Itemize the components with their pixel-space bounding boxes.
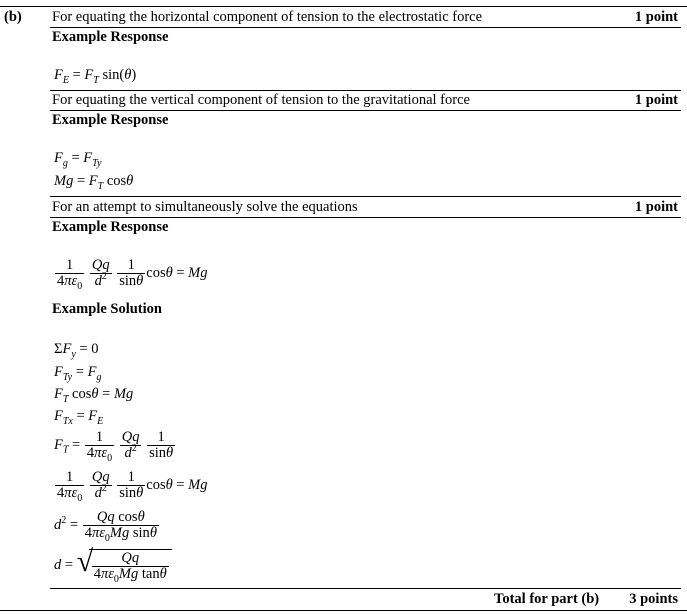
- criterion-3-rule: [50, 217, 681, 218]
- part-label: (b): [4, 9, 22, 25]
- example-response-label-1: Example Response: [52, 29, 169, 45]
- criterion-3-text: For an attempt to simultaneously solve the equations: [52, 199, 358, 215]
- criterion-1-text: For equating the horizontal component of tension to the electrostatic force: [52, 9, 483, 25]
- example-response-label-3: Example Response: [52, 219, 169, 235]
- solution-line-6: $\frac{1}{4\pi\varepsilon_0}$ $\frac{Qq}{d^2}$ $\frac{1}{\sin\theta}$ cosθ = Mg: [57, 469, 208, 504]
- example-response-label-2: Example Response: [52, 112, 169, 128]
- solution-line-4: $F_{Tx} = F_E$: [54, 408, 104, 427]
- criterion-3-top-rule: [50, 196, 681, 197]
- equation-mg: $Mg = F_T$ cosθ: [54, 173, 134, 192]
- example-solution-label: Example Solution: [52, 301, 162, 317]
- solution-line-5: $F_T$ = $\frac{1}{4\pi\varepsilon_0}$ $\frac{Qq}{d^2}$ $\frac{1}{\sin\theta}$: [54, 429, 174, 464]
- equation-combined: $\frac{1}{4\pi\varepsilon_0}$ $\frac{Qq}{d^2}$ $\frac{1}{\sin\theta}$ cosθ = Mg: [57, 257, 208, 292]
- equation-fg: $F_g = F_{Ty}$: [54, 150, 102, 169]
- criterion-3-points: 1 point: [634, 199, 678, 215]
- criterion-2-rule: [50, 110, 681, 111]
- criterion-1-rule: [50, 27, 681, 28]
- equation-fe: $F_E = F_T$ sin(θ): [54, 67, 137, 86]
- criterion-2-text: For equating the vertical component of tension to the gravitational force: [52, 92, 470, 108]
- criterion-2-points: 1 point: [634, 92, 678, 108]
- solution-line-3: $F_T$ cosθ = Mg: [54, 386, 134, 405]
- criterion-1-points: 1 point: [634, 9, 678, 25]
- solution-line-7: $d^2$ = $\frac{\text{Qq cosθ}}{4\pi\varepsilon_0Mg \sin\theta}$: [54, 509, 157, 544]
- total-label: Total for part (b): [494, 591, 600, 607]
- bottom-rule: [0, 610, 687, 611]
- criterion-2-top-rule: [50, 90, 681, 91]
- solution-line-1: $\Sigma F_y = 0$: [54, 341, 99, 360]
- solution-line-8: d = √ $\frac{Qq}{4\pi\varepsilon_0Mg \tan\theta}$: [54, 549, 172, 582]
- total-top-rule: [50, 588, 681, 589]
- top-rule: [0, 6, 687, 7]
- total-points: 3 points: [629, 591, 678, 607]
- solution-line-2: $F_{Ty} = F_g$: [54, 364, 102, 383]
